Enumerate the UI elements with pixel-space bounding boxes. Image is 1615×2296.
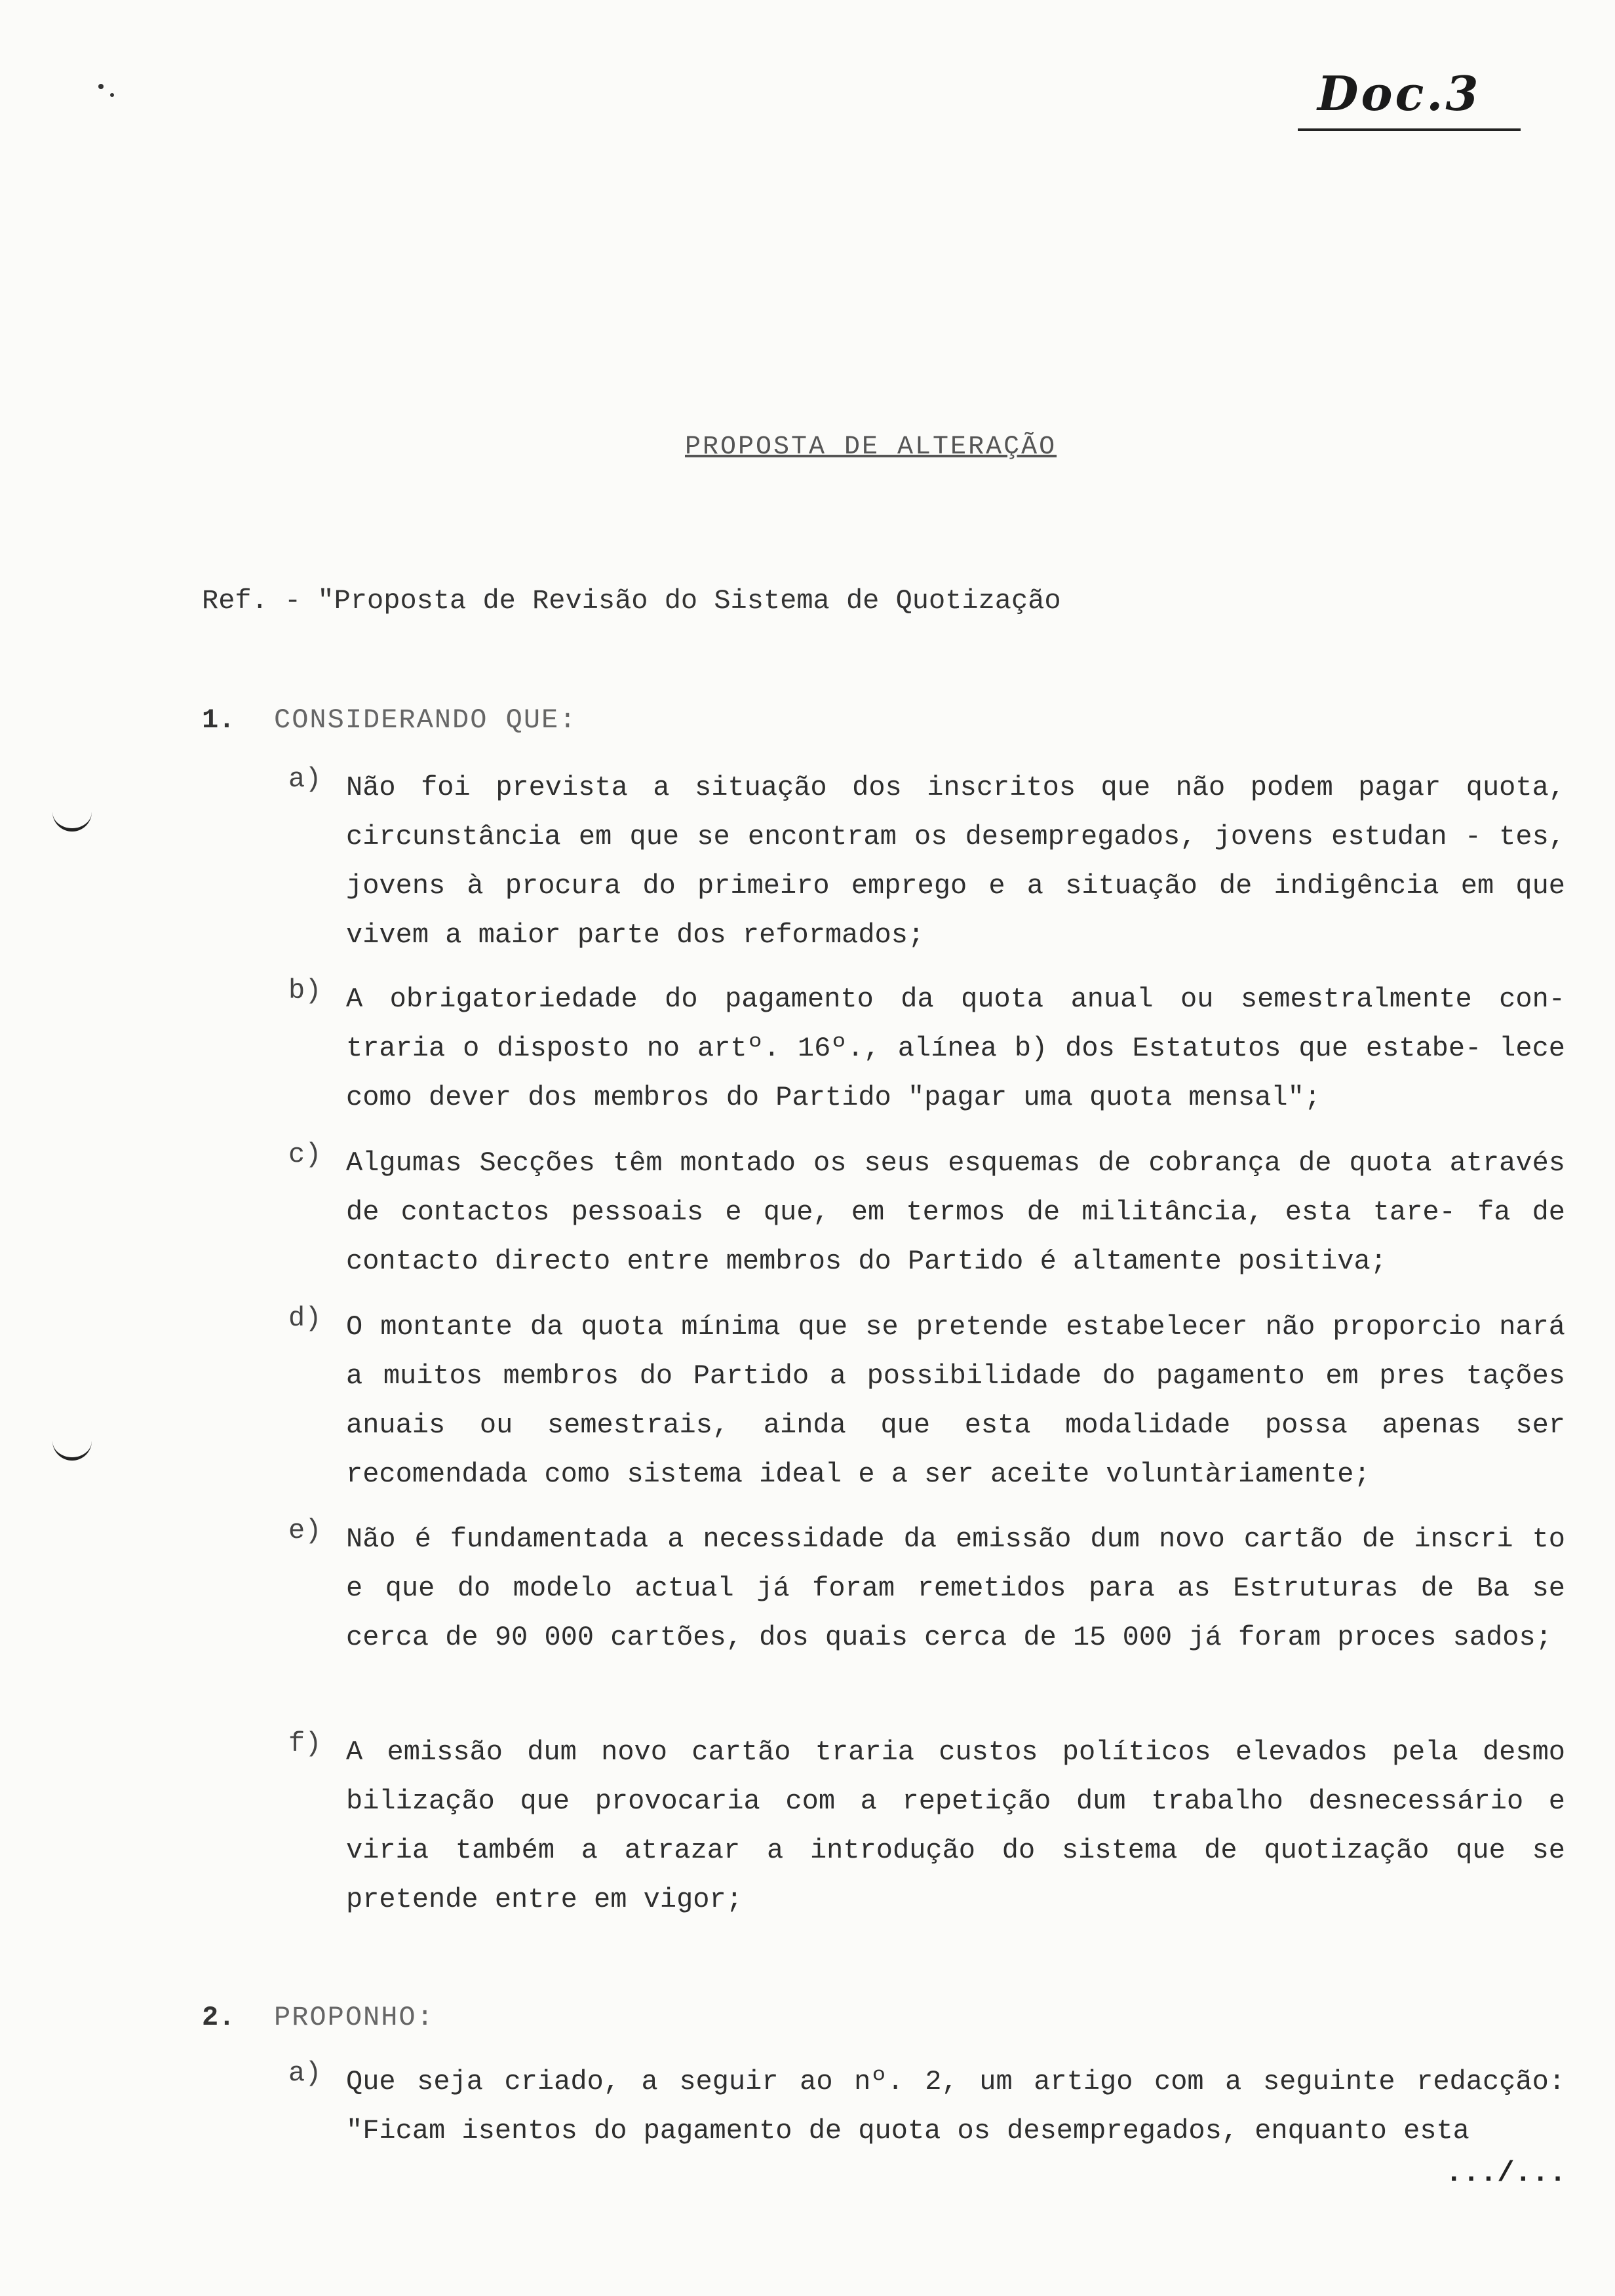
continuation-mark: .../... bbox=[1445, 2157, 1566, 2190]
margin-mark bbox=[52, 810, 92, 832]
reference-line: Ref. - "Proposta de Revisão do Sistema de Quotização bbox=[202, 585, 1061, 617]
list-item-text: Não é fundamentada a necessidade da emissão dum novo cartão de inscri to e que do modelo actual já foram remetidos para as Estruturas de Ba se cerca de 90 000 cartões, dos quais cerca de 15 000 já foram proces sados; bbox=[346, 1523, 1565, 1653]
section-2-heading bbox=[202, 2002, 435, 2033]
section-1-heading bbox=[202, 704, 577, 736]
list-item-label: b) bbox=[288, 975, 322, 1006]
speck bbox=[110, 93, 114, 97]
list-item-label: d) bbox=[288, 1303, 322, 1334]
list-item-text: Não foi prevista a situação dos inscritos que não podem pagar quota, circunstância em que se encontram os desempregados, jovens estudan - tes, jovens à procura do primeiro emprego e a situação de indigência em que vivem a maior parte dos reformados; bbox=[346, 772, 1565, 951]
list-item-label: a) bbox=[288, 763, 322, 795]
doc-label: Doc.3 bbox=[1317, 66, 1481, 121]
list-item-text: A obrigatoriedade do pagamento da quota anual ou semestralmente con- traria o disposto no artº. 16º., alínea b) dos Estatutos que estabe- lece como dever dos membros do Partido "pagar uma quota mensal"; bbox=[346, 984, 1565, 1113]
section-1-title: CONSIDERANDO QUE: bbox=[274, 704, 577, 736]
list-item-text: Que seja criado, a seguir ao nº. 2, um artigo com a seguinte redacção: "Ficam isentos do pagamento de quota os desempregados, enquanto esta bbox=[346, 2066, 1565, 2147]
list-item-text: A emissão dum novo cartão traria custos políticos elevados pela desmo bilização que provocaria com a repetição dum trabalho desnecessário e viria também a atrazar a introdução do sistema de quotização que se pretende entre em vigor; bbox=[346, 1736, 1565, 1915]
list-item-label: e) bbox=[288, 1515, 322, 1546]
doc-label-underline bbox=[1298, 128, 1521, 131]
section-2-number: 2. bbox=[202, 2002, 235, 2033]
speck bbox=[98, 84, 104, 89]
section-1-number: 1. bbox=[202, 704, 235, 736]
list-item-text: O montante da quota mínima que se pretende estabelecer não proporcio nará a muitos membros do Partido a possibilidade do pagamento em pres tações anuais ou semestrais, ainda que esta modalidade possa apenas ser recomendada como sistema ideal e a ser aceite voluntàriamente; bbox=[346, 1311, 1565, 1490]
list-item-label: f) bbox=[288, 1728, 322, 1759]
list-item-label: a) bbox=[288, 2057, 322, 2089]
page-title: PROPOSTA DE ALTERAÇÃO bbox=[685, 432, 1057, 462]
section-2-title: PROPONHO: bbox=[274, 2002, 435, 2033]
list-item-text: Algumas Secções têm montado os seus esquemas de cobrança de quota através de contactos pessoais e que, em termos de militância, esta tare- fa de contacto directo entre membros do Partido é altamente positiva; bbox=[346, 1147, 1565, 1277]
list-item-label: c) bbox=[288, 1139, 322, 1170]
margin-mark bbox=[52, 1439, 92, 1461]
